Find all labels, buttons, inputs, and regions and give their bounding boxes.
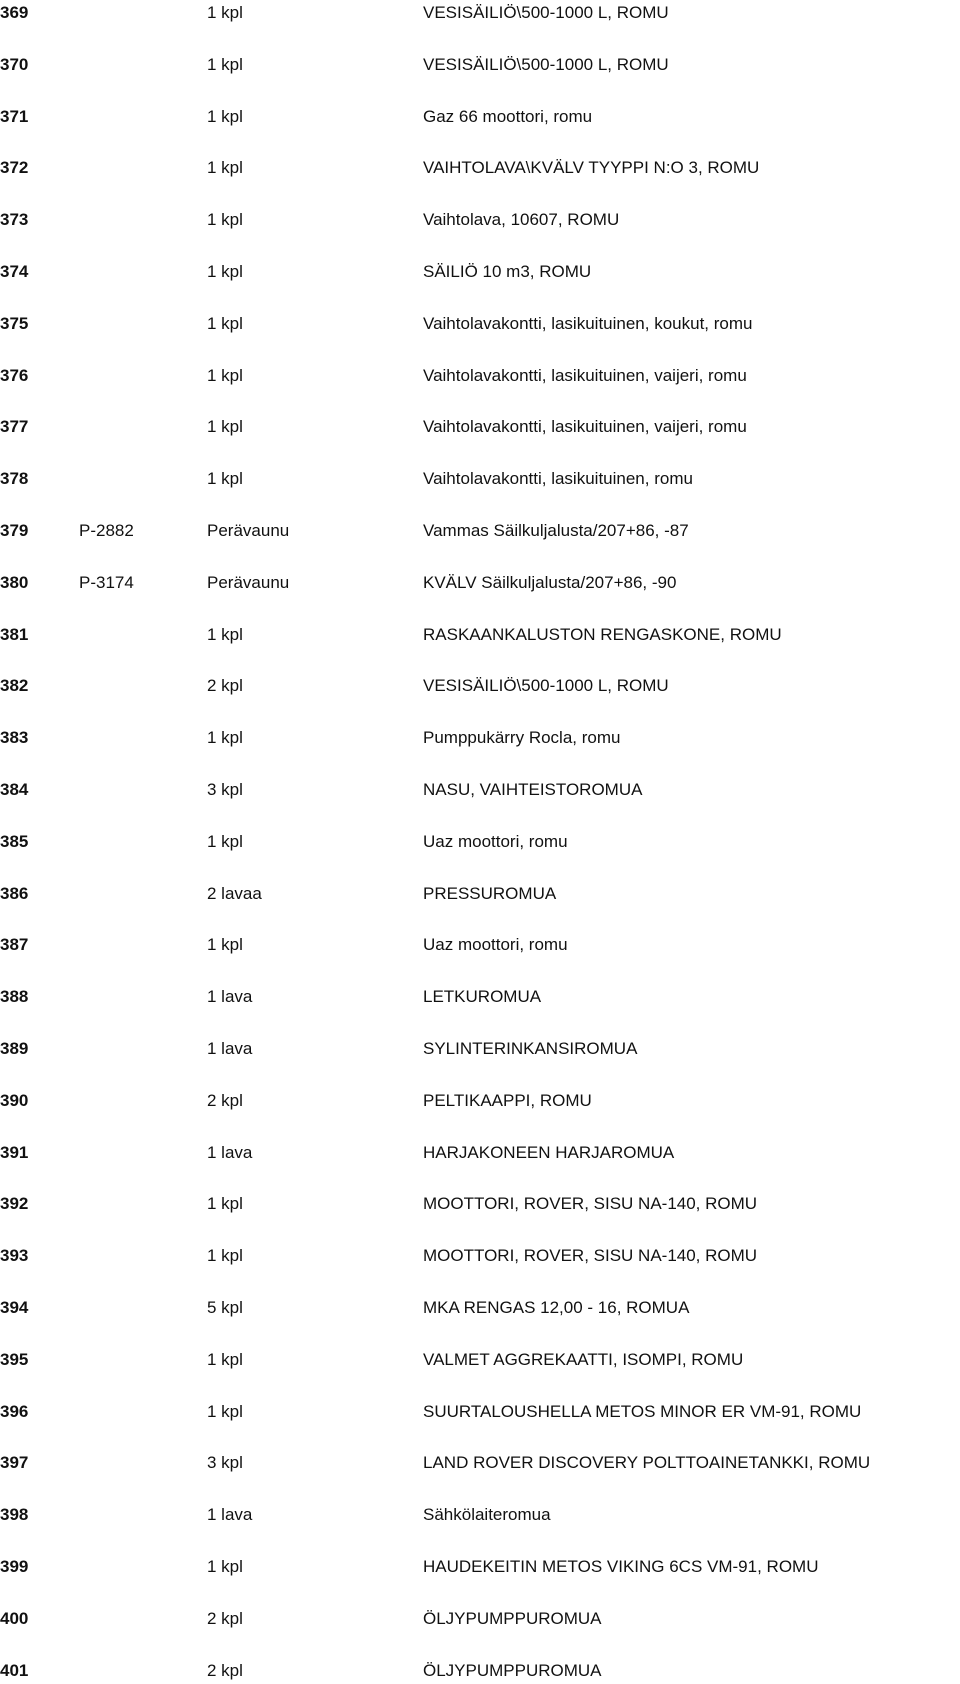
item-quantity: 5 kpl <box>207 1298 243 1317</box>
list-item <box>0 52 960 78</box>
item-quantity: 1 lava <box>207 987 253 1007</box>
item-description: PRESSUROMUA <box>423 883 557 903</box>
item-quantity: 1 kpl <box>207 1557 243 1576</box>
item-description: NASU, VAIHTEISTOROMUA <box>423 780 643 799</box>
item-number: 384 <box>0 780 29 799</box>
item-number: 394 <box>0 1298 29 1317</box>
item-number: 389 <box>0 1039 29 1058</box>
item-number: 371 <box>0 106 29 126</box>
item-description: LAND ROVER DISCOVERY POLTTOAINETANKKI, ROMU <box>423 1453 871 1473</box>
item-quantity: 2 kpl <box>207 1608 243 1628</box>
item-description: VAIHTOLAVA\KVÄLV TYYPPI N:O 3, ROMU <box>423 158 760 178</box>
item-description: LETKUROMUA <box>423 987 542 1007</box>
item-quantity: 1 kpl <box>207 365 243 385</box>
item-description: Pumppukärry Rocla, romu <box>423 728 621 748</box>
item-number: 382 <box>0 676 29 696</box>
list-item <box>0 1502 960 1528</box>
list-item <box>0 311 960 337</box>
list-item <box>0 0 960 26</box>
list-item <box>0 984 960 1010</box>
item-description: ÖLJYPUMPPUROMUA <box>423 1608 602 1628</box>
list-item <box>0 1243 960 1269</box>
item-description: ÖLJYPUMPPUROMUA <box>423 1660 602 1680</box>
item-number: 369 <box>0 3 29 22</box>
item-number: 374 <box>0 262 29 281</box>
list-item <box>0 622 960 648</box>
list-item <box>0 1554 960 1580</box>
list-item <box>0 1399 960 1425</box>
item-register-number: P-3174 <box>79 572 134 592</box>
item-number: 370 <box>0 54 29 74</box>
list-item <box>0 414 960 440</box>
item-number: 392 <box>0 1194 29 1214</box>
item-description: PELTIKAAPPI, ROMU <box>423 1090 592 1110</box>
item-quantity: 1 kpl <box>207 158 243 178</box>
item-description: VESISÄILIÖ\500-1000 L, ROMU <box>423 54 669 74</box>
item-description: SÄILIÖ 10 m3, ROMU <box>423 262 592 281</box>
list-item <box>0 932 960 958</box>
item-quantity: 1 kpl <box>207 469 243 489</box>
item-number: 387 <box>0 935 29 955</box>
item-number: 393 <box>0 1246 29 1266</box>
item-number: 391 <box>0 1142 29 1162</box>
item-number: 383 <box>0 728 29 748</box>
item-quantity: 1 kpl <box>207 624 243 644</box>
item-quantity: 1 kpl <box>207 831 243 851</box>
item-description: VALMET AGGREKAATTI, ISOMPI, ROMU <box>423 1349 744 1369</box>
item-quantity: 1 lava <box>207 1505 253 1525</box>
item-number: 388 <box>0 987 29 1007</box>
item-number: 372 <box>0 158 29 178</box>
item-quantity: Perävaunu <box>207 572 290 592</box>
item-quantity: 2 kpl <box>207 676 243 696</box>
list-item <box>0 259 960 285</box>
item-quantity: 3 kpl <box>207 780 243 799</box>
list-item <box>0 1450 960 1476</box>
item-description: Gaz 66 moottori, romu <box>423 106 593 126</box>
list-item <box>0 1347 960 1373</box>
item-quantity: 1 kpl <box>207 1349 243 1369</box>
list-item <box>0 1606 960 1632</box>
list-item <box>0 1088 960 1114</box>
item-number: 376 <box>0 365 29 385</box>
item-number: 380 <box>0 572 29 592</box>
list-item <box>0 725 960 751</box>
item-description: MKA RENGAS 12,00 - 16, ROMUA <box>423 1298 690 1317</box>
item-description: MOOTTORI, ROVER, SISU NA-140, ROMU <box>423 1194 758 1214</box>
item-quantity: 1 kpl <box>207 54 243 74</box>
item-number: 379 <box>0 521 29 540</box>
list-item <box>0 1140 960 1166</box>
item-number: 397 <box>0 1453 29 1473</box>
item-description: Vaihtolava, 10607, ROMU <box>423 210 620 230</box>
item-description: SUURTALOUSHELLA METOS MINOR ER VM-91, ROMU <box>423 1401 862 1421</box>
item-number: 377 <box>0 417 29 437</box>
item-description: VESISÄILIÖ\500-1000 L, ROMU <box>423 3 669 22</box>
item-description: Sähkölaiteromua <box>423 1505 551 1525</box>
item-description: Vaihtolavakontti, lasikuituinen, vaijeri, romu <box>423 365 747 385</box>
item-quantity: 1 lava <box>207 1142 253 1162</box>
item-quantity: 1 kpl <box>207 417 243 437</box>
item-number: 400 <box>0 1608 29 1628</box>
item-number: 375 <box>0 313 29 333</box>
list-item <box>0 207 960 233</box>
list-item <box>0 1295 960 1321</box>
item-quantity: 1 kpl <box>207 728 243 748</box>
item-description: SYLINTERINKANSIROMUA <box>423 1039 638 1058</box>
list-item <box>0 518 960 544</box>
list-item <box>0 155 960 181</box>
item-description: Vaihtolavakontti, lasikuituinen, romu <box>423 469 693 489</box>
item-description: Vaihtolavakontti, lasikuituinen, vaijeri, romu <box>423 417 747 437</box>
item-number: 390 <box>0 1090 29 1110</box>
item-quantity: 1 kpl <box>207 210 243 230</box>
item-number: 386 <box>0 883 29 903</box>
item-quantity: 1 kpl <box>207 262 243 281</box>
item-number: 399 <box>0 1557 29 1576</box>
item-register-number: P-2882 <box>79 521 134 540</box>
list-item <box>0 104 960 130</box>
item-quantity: 1 lava <box>207 1039 253 1058</box>
item-quantity: 2 kpl <box>207 1090 243 1110</box>
list-item <box>0 777 960 803</box>
item-description: KVÄLV Säilkuljalusta/207+86, -90 <box>423 572 677 592</box>
item-description: Vammas Säilkuljalusta/207+86, -87 <box>423 521 689 540</box>
item-number: 373 <box>0 210 29 230</box>
list-item <box>0 881 960 907</box>
item-quantity: Perävaunu <box>207 521 290 540</box>
item-quantity: 1 kpl <box>207 313 243 333</box>
list-item <box>0 1036 960 1062</box>
item-quantity: 3 kpl <box>207 1453 243 1473</box>
list-item <box>0 1658 960 1684</box>
item-number: 378 <box>0 469 29 489</box>
item-description: Uaz moottori, romu <box>423 935 568 955</box>
list-item <box>0 673 960 699</box>
item-description: HARJAKONEEN HARJAROMUA <box>423 1142 675 1162</box>
list-item <box>0 363 960 389</box>
item-number: 401 <box>0 1660 29 1680</box>
list-item <box>0 570 960 596</box>
item-number: 381 <box>0 624 29 644</box>
item-quantity: 1 kpl <box>207 3 243 22</box>
item-number: 398 <box>0 1505 29 1525</box>
item-description: Vaihtolavakontti, lasikuituinen, koukut, romu <box>423 313 753 333</box>
item-number: 396 <box>0 1401 29 1421</box>
item-number: 385 <box>0 831 29 851</box>
item-quantity: 2 lavaa <box>207 883 262 903</box>
list-item <box>0 829 960 855</box>
item-quantity: 1 kpl <box>207 1401 243 1421</box>
item-description: MOOTTORI, ROVER, SISU NA-140, ROMU <box>423 1246 758 1266</box>
item-description: Uaz moottori, romu <box>423 831 568 851</box>
item-quantity: 1 kpl <box>207 935 243 955</box>
item-quantity: 1 kpl <box>207 1194 243 1214</box>
list-item <box>0 466 960 492</box>
item-quantity: 1 kpl <box>207 106 243 126</box>
item-quantity: 2 kpl <box>207 1660 243 1680</box>
item-description: VESISÄILIÖ\500-1000 L, ROMU <box>423 676 669 696</box>
list-item <box>0 1191 960 1217</box>
item-number: 395 <box>0 1349 29 1369</box>
item-description: HAUDEKEITIN METOS VIKING 6CS VM-91, ROMU <box>423 1557 819 1576</box>
item-quantity: 1 kpl <box>207 1246 243 1266</box>
item-description: RASKAANKALUSTON RENGASKONE, ROMU <box>423 624 782 644</box>
